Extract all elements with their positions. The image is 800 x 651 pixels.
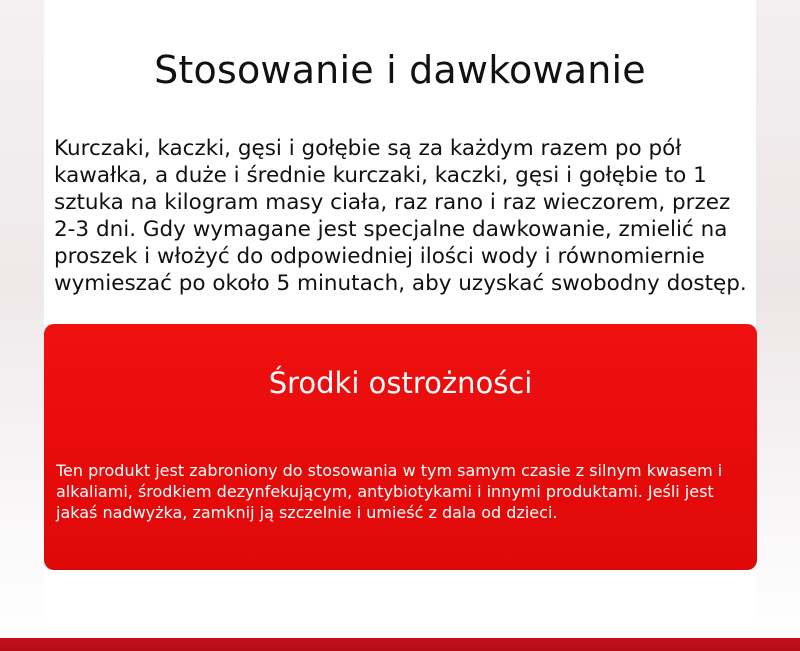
precautions-text: Ten produkt jest zabroniony do stosowania w tym samym czasie z silnym kwasem i alkaliami, środkiem dezynfekującym, antybiotykami i innymi produktami. Jeśli jest jakaś nadwyżka, zamknij ją szczelnie i umieść z dala od dzieci. (56, 461, 723, 522)
dosage-card (44, 0, 756, 310)
background-photo-left (0, 0, 44, 640)
precautions-title: Środki ostrożności (268, 366, 533, 400)
dosage-text: Kurczaki, kaczki, gęsi i gołębie są za każdym razem po pół kawałka, a duże i średnie kurczaki, kaczki, gęsi i gołębie to 1 sztuka na kilogram masy ciała, raz rano i raz wieczorem, przez 2-3 dni. Gdy wymagane jest specjalne dawkowanie, zmielić na proszek i włożyć do odpowiedniej ilości wody i równomiernie wymieszać po około 5 minutach, aby uzyskać swobodny dostęp. (54, 136, 747, 296)
bottom-accent-bar (0, 638, 800, 651)
dosage-title: Stosowanie i dawkowanie (154, 48, 646, 92)
background-photo-right (756, 0, 800, 640)
precautions-card (44, 324, 757, 570)
